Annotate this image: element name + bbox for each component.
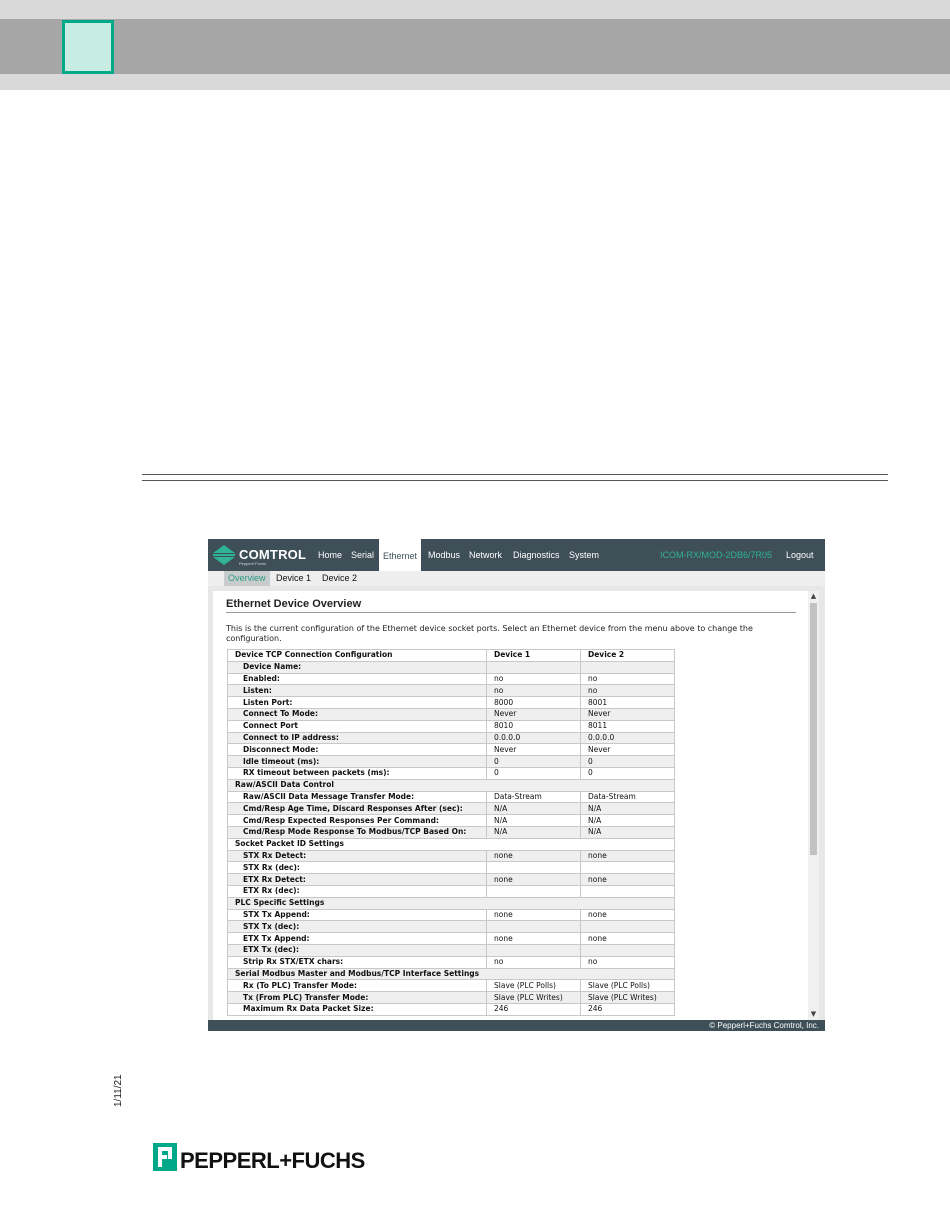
table-row [228, 815, 675, 827]
table-row [228, 992, 675, 1004]
nav-modbus[interactable]: Modbus [428, 550, 461, 560]
row-label: Cmd/Resp Expected Responses Per Command: [228, 815, 487, 827]
device-1-value: 8000 [487, 697, 581, 709]
table-row [228, 661, 675, 673]
config-table [227, 649, 675, 1016]
section-header: Serial Modbus Master and Modbus/TCP Interface Settings [228, 968, 675, 980]
table-row [228, 826, 675, 838]
row-label: Tx (From PLC) Transfer Mode: [228, 992, 487, 1004]
page-title: Ethernet Device Overview [226, 598, 796, 613]
table-row [228, 732, 675, 744]
table-row [228, 1003, 675, 1015]
row-label: ETX Tx (dec): [228, 944, 487, 956]
device-1-value [487, 885, 581, 897]
section-header-row [228, 968, 675, 980]
chapter-marker-box [62, 20, 114, 74]
table-row [228, 767, 675, 779]
vertical-scrollbar[interactable] [808, 591, 819, 1020]
table-header-device-2: Device 2 [581, 650, 675, 662]
header-band-top [0, 0, 950, 19]
device-2-value [581, 921, 675, 933]
device-1-value: no [487, 685, 581, 697]
row-label: Listen: [228, 685, 487, 697]
device-1-value: none [487, 874, 581, 886]
table-row [228, 944, 675, 956]
top-navbar [208, 539, 825, 571]
nav-serial[interactable]: Serial [351, 550, 375, 560]
device-2-value: N/A [581, 815, 675, 827]
device-1-value: Never [487, 708, 581, 720]
section-header: Raw/ASCII Data Control [228, 779, 675, 791]
device-2-value: 246 [581, 1003, 675, 1015]
device-1-value: 0 [487, 756, 581, 768]
table-row [228, 685, 675, 697]
footer-bar [208, 1020, 825, 1031]
device-1-value [487, 862, 581, 874]
row-label: Disconnect Mode: [228, 744, 487, 756]
device-1-value: N/A [487, 815, 581, 827]
content-frame [208, 586, 825, 1020]
row-label: STX Rx Detect: [228, 850, 487, 862]
device-1-value: Data-Stream [487, 791, 581, 803]
table-row [228, 850, 675, 862]
section-header-row [228, 838, 675, 850]
nav-network[interactable]: Network [469, 550, 503, 560]
table-row [228, 791, 675, 803]
device-1-value: Never [487, 744, 581, 756]
table-row [228, 803, 675, 815]
device-1-value: N/A [487, 803, 581, 815]
device-1-value: 0.0.0.0 [487, 732, 581, 744]
section-header-row [228, 779, 675, 791]
device-1-value: none [487, 850, 581, 862]
row-label: Rx (To PLC) Transfer Mode: [228, 980, 487, 992]
row-label: ETX Tx Append: [228, 933, 487, 945]
row-label: ETX Rx (dec): [228, 885, 487, 897]
table-header-row [228, 650, 675, 662]
device-1-value: no [487, 673, 581, 685]
device-2-value: 0 [581, 756, 675, 768]
copyright-text: © Pepperl+Fuchs Comtrol, Inc. [709, 1021, 819, 1030]
device-2-value: no [581, 685, 675, 697]
device-1-value [487, 944, 581, 956]
table-row [228, 720, 675, 732]
config-table-body [228, 661, 675, 1015]
comtrol-logo-icon [213, 545, 235, 565]
row-label: Raw/ASCII Data Message Transfer Mode: [228, 791, 487, 803]
device-2-value: none [581, 874, 675, 886]
header-band-bottom [0, 74, 950, 90]
row-label: Listen Port: [228, 697, 487, 709]
device-2-value: Data-Stream [581, 791, 675, 803]
device-2-value: no [581, 956, 675, 968]
row-label: Strip Rx STX/ETX chars: [228, 956, 487, 968]
row-label: STX Tx (dec): [228, 921, 487, 933]
table-row [228, 744, 675, 756]
page-date: 1/11/21 [113, 1074, 124, 1107]
table-row [228, 980, 675, 992]
row-label: Connect To Mode: [228, 708, 487, 720]
row-label: Connect Port [228, 720, 487, 732]
brand-name: PEPPERL+FUCHS [180, 1148, 365, 1173]
nav-diagnostics[interactable]: Diagnostics [513, 550, 560, 560]
section-rule-top [142, 474, 888, 475]
subnav-overview[interactable]: Overview [224, 571, 270, 586]
section-header: Socket Packet ID Settings [228, 838, 675, 850]
device-2-value [581, 862, 675, 874]
device-2-value: Slave (PLC Polls) [581, 980, 675, 992]
row-label: RX timeout between packets (ms): [228, 767, 487, 779]
subnav-device-1[interactable]: Device 1 [276, 573, 312, 583]
scroll-up-arrow-icon[interactable]: ▲ [810, 592, 817, 600]
device-1-value: no [487, 956, 581, 968]
device-1-value: Slave (PLC Writes) [487, 992, 581, 1004]
table-row [228, 874, 675, 886]
table-row [228, 933, 675, 945]
device-2-value [581, 885, 675, 897]
table-row [228, 708, 675, 720]
device-2-value [581, 944, 675, 956]
row-label: Connect to IP address: [228, 732, 487, 744]
table-row [228, 697, 675, 709]
section-header-row [228, 897, 675, 909]
subnav-device-2[interactable]: Device 2 [322, 573, 358, 583]
comtrol-logo-subtext: Pepperl+Fuchs [239, 561, 267, 566]
device-2-value [581, 661, 675, 673]
table-row [228, 673, 675, 685]
row-label: Enabled: [228, 673, 487, 685]
row-label: Cmd/Resp Age Time, Discard Responses After (sec): [228, 803, 487, 815]
device-model-label: ICOM-RX/MOD-2DB6/7R05 [660, 550, 773, 560]
device-2-value: none [581, 850, 675, 862]
row-label: Device Name: [228, 661, 487, 673]
device-2-value: Slave (PLC Writes) [581, 992, 675, 1004]
row-label: Idle timeout (ms): [228, 756, 487, 768]
device-1-value: Slave (PLC Polls) [487, 980, 581, 992]
device-2-value: 8001 [581, 697, 675, 709]
scroll-down-arrow-icon[interactable]: ▼ [810, 1010, 817, 1018]
device-1-value: 246 [487, 1003, 581, 1015]
row-label: STX Rx (dec): [228, 862, 487, 874]
sub-navbar [208, 571, 825, 586]
row-label: Cmd/Resp Mode Response To Modbus/TCP Based On: [228, 826, 487, 838]
header-band [0, 19, 950, 74]
section-rule-bottom [142, 480, 888, 481]
device-1-value: none [487, 933, 581, 945]
device-2-value: none [581, 909, 675, 921]
section-header: PLC Specific Settings [228, 897, 675, 909]
table-row [228, 921, 675, 933]
device-1-value: 8010 [487, 720, 581, 732]
device-2-value: 0 [581, 767, 675, 779]
table-row [228, 956, 675, 968]
row-label: ETX Rx Detect: [228, 874, 487, 886]
device-2-value: Never [581, 744, 675, 756]
device-1-value: none [487, 909, 581, 921]
device-2-value: no [581, 673, 675, 685]
device-1-value [487, 661, 581, 673]
device-2-value: 0.0.0.0 [581, 732, 675, 744]
device-1-value: N/A [487, 826, 581, 838]
device-2-value: N/A [581, 826, 675, 838]
nav-ethernet[interactable]: Ethernet [379, 539, 421, 571]
table-header-device-1: Device 1 [487, 650, 581, 662]
web-ui-screenshot [208, 539, 825, 1031]
device-2-value: N/A [581, 803, 675, 815]
nav-home[interactable]: Home [318, 550, 343, 560]
device-2-value: none [581, 933, 675, 945]
nav-system[interactable]: System [569, 550, 600, 560]
table-row [228, 909, 675, 921]
pepperl-fuchs-mark-icon [153, 1143, 177, 1171]
table-row [228, 862, 675, 874]
intro-text: This is the current configuration of the Ethernet device socket ports. Select an Ethernet device from the menu above to change the configuration. [226, 624, 753, 643]
table-header-config: Device TCP Connection Configuration [228, 650, 487, 662]
table-row [228, 885, 675, 897]
device-1-value [487, 921, 581, 933]
comtrol-logo-text: COMTROL [239, 547, 307, 562]
row-label: Maximum Rx Data Packet Size: [228, 1003, 487, 1015]
row-label: STX Tx Append: [228, 909, 487, 921]
device-2-value: Never [581, 708, 675, 720]
device-1-value: 0 [487, 767, 581, 779]
table-row [228, 756, 675, 768]
device-2-value: 8011 [581, 720, 675, 732]
logout-link[interactable]: Logout [786, 550, 814, 560]
content-panel [213, 591, 808, 1020]
scroll-thumb[interactable] [810, 603, 817, 855]
